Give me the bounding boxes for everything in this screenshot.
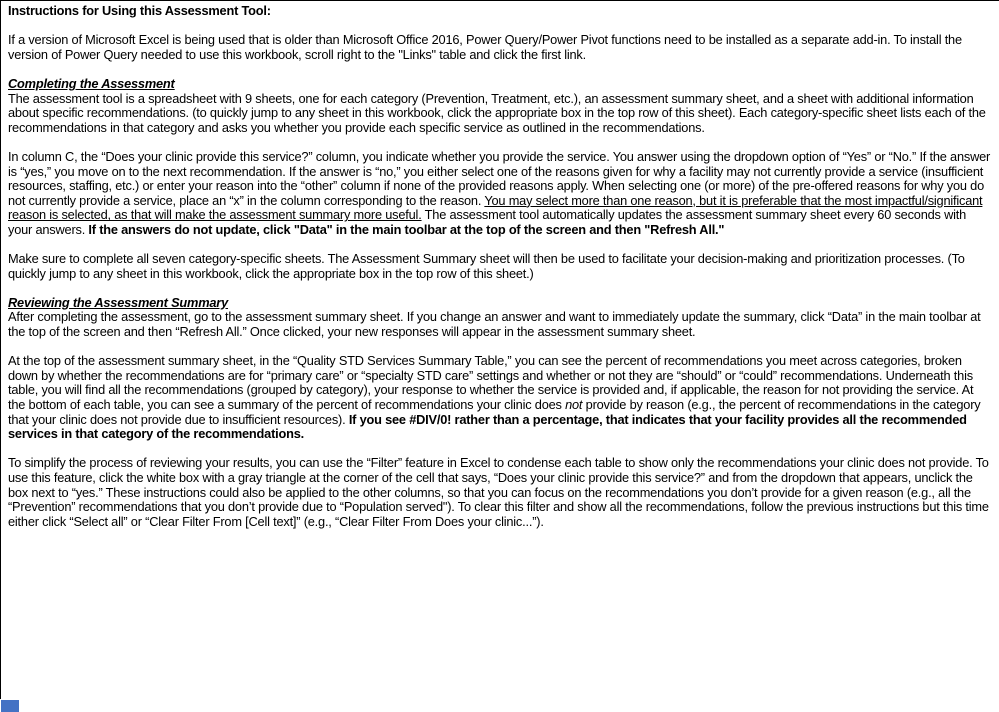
text-run: not [565,397,583,413]
blue-cell-marker [1,700,19,712]
text-run: provide by reason (e.g., the percent of recommendations in the category that your clinic does not provide due to insufficient resources). [8,397,981,427]
text-run: The assessment tool automatically updates the assessment summary sheet every 60 seconds with your answers. [8,207,967,237]
paragraph [8,150,991,238]
text-run: Completing the Assessment [8,75,175,91]
paragraph [8,310,991,339]
instructions-body [8,33,991,529]
text-run: The assessment tool is a spreadsheet with 9 sheets, one for each category (Prevention, Treatment, etc.), an assessment summary sheet, and a sheet with additional information about specific recommendations. (to quickly jump to any sheet in this workbook, click the appropriate box in the top row of this sheet). Each category-specific sheet lists each of the recommendations in that category and asks you whether you provide each specific service as outlined in the recommendations. [8,90,986,135]
text-run: After completing the assessment, go to the assessment summary sheet. If you change an answer and want to immediately update the summary, click “Data” in the main toolbar at the top of the screen and then “Refresh All.” Once clicked, your new responses will appear in the assessment summary sheet. [8,309,981,340]
instructions-title: Instructions for Using this Assessment Tool: [8,3,271,18]
text-run: At the top of the assessment summary sheet, in the “Quality STD Services Summary Table,” you can see the percent of recommendations you meet across categories, broken down by whether the recommendations are for “primary care” or “specialty STD care” settings and whether or not they are “should” or “could” recommendations. Underneath this table, you will find all the recommendations (grouped by category), your response to whether the service is provided and, if applicable, the reason for not providing the service. At the bottom of each table, you can see a summary of the percent of recommendations your clinic does [8,353,974,413]
paragraph [8,33,991,62]
text-run: If the answers do not update, click "Data" in the main toolbar at the top of the screen and then "Refresh All." [88,221,725,237]
text-run: Make sure to complete all seven category-specific sheets. The Assessment Summary sheet will then be used to facilitate your decision-making and prioritization processes. (To quickly jump to any sheet in this workbook, click the appropriate box in the top row of this sheet.) [8,251,965,281]
paragraph [8,252,991,281]
text-run: Reviewing the Assessment Summary [8,294,229,310]
paragraph [8,456,991,529]
section-heading [8,296,991,311]
text-run: To simplify the process of reviewing your results, you can use the “Filter” feature in Excel to condense each table to show only the recommendations your clinic does not provide. To use this feature, click the white box with a gray triangle at the corner of the cell that says, “Does your clinic provide this service?” and from the dropdown that appears, unclick the box next to “yes.” These instructions could also be applied to the other columns, so that you can focus on the recommendations you don’t provide for a given reason (e.g., all the “Prevention” recommendations that you don’t provide due to “Population served"). To clear this filter and show all the recommendations, follow the previous instructions but this time either click “Select all” or “Clear Filter From [Cell text]” (e.g., “Clear Filter From Does your clinic...”). [8,455,989,529]
paragraph [8,354,991,442]
text-run: If a version of Microsoft Excel is being used that is older than Microsoft Office 2016, Power Query/Power Pivot functions need to be installed as a separate add-in. To install the version of Power Query needed to use this workbook, scroll right to the "Links" table and click the first link. [8,32,962,62]
paragraph [8,92,991,136]
text-run: In column C, the “Does your clinic provide this service?” column, you indicate whether you provide the service. You answer using the dropdown option of “Yes” or “No.” If the answer is “yes,” you move on to the next recommendation. If the answer is “no,” you either select one of the reasons given for why a facility may not currently provide a service (insufficient resources, staffing, etc.) or enter your reason into the “other” column if none of the provided reasons apply. When selecting one (or more) of the pre-offered reasons for why you do not currently provide a service, place an “x” in the column corresponding to the reason. [8,148,991,208]
text-run: If you see #DIV/0! rather than a percentage, that indicates that your facility provides all the recommended services in that category of the recommendations. [8,411,967,442]
section-heading [8,77,991,92]
instructions-content [1,1,999,529]
text-run: You may select more than one reason, but it is preferable that the most impactful/significant reason is selected, as that will make the assessment summary more useful. [8,192,983,223]
